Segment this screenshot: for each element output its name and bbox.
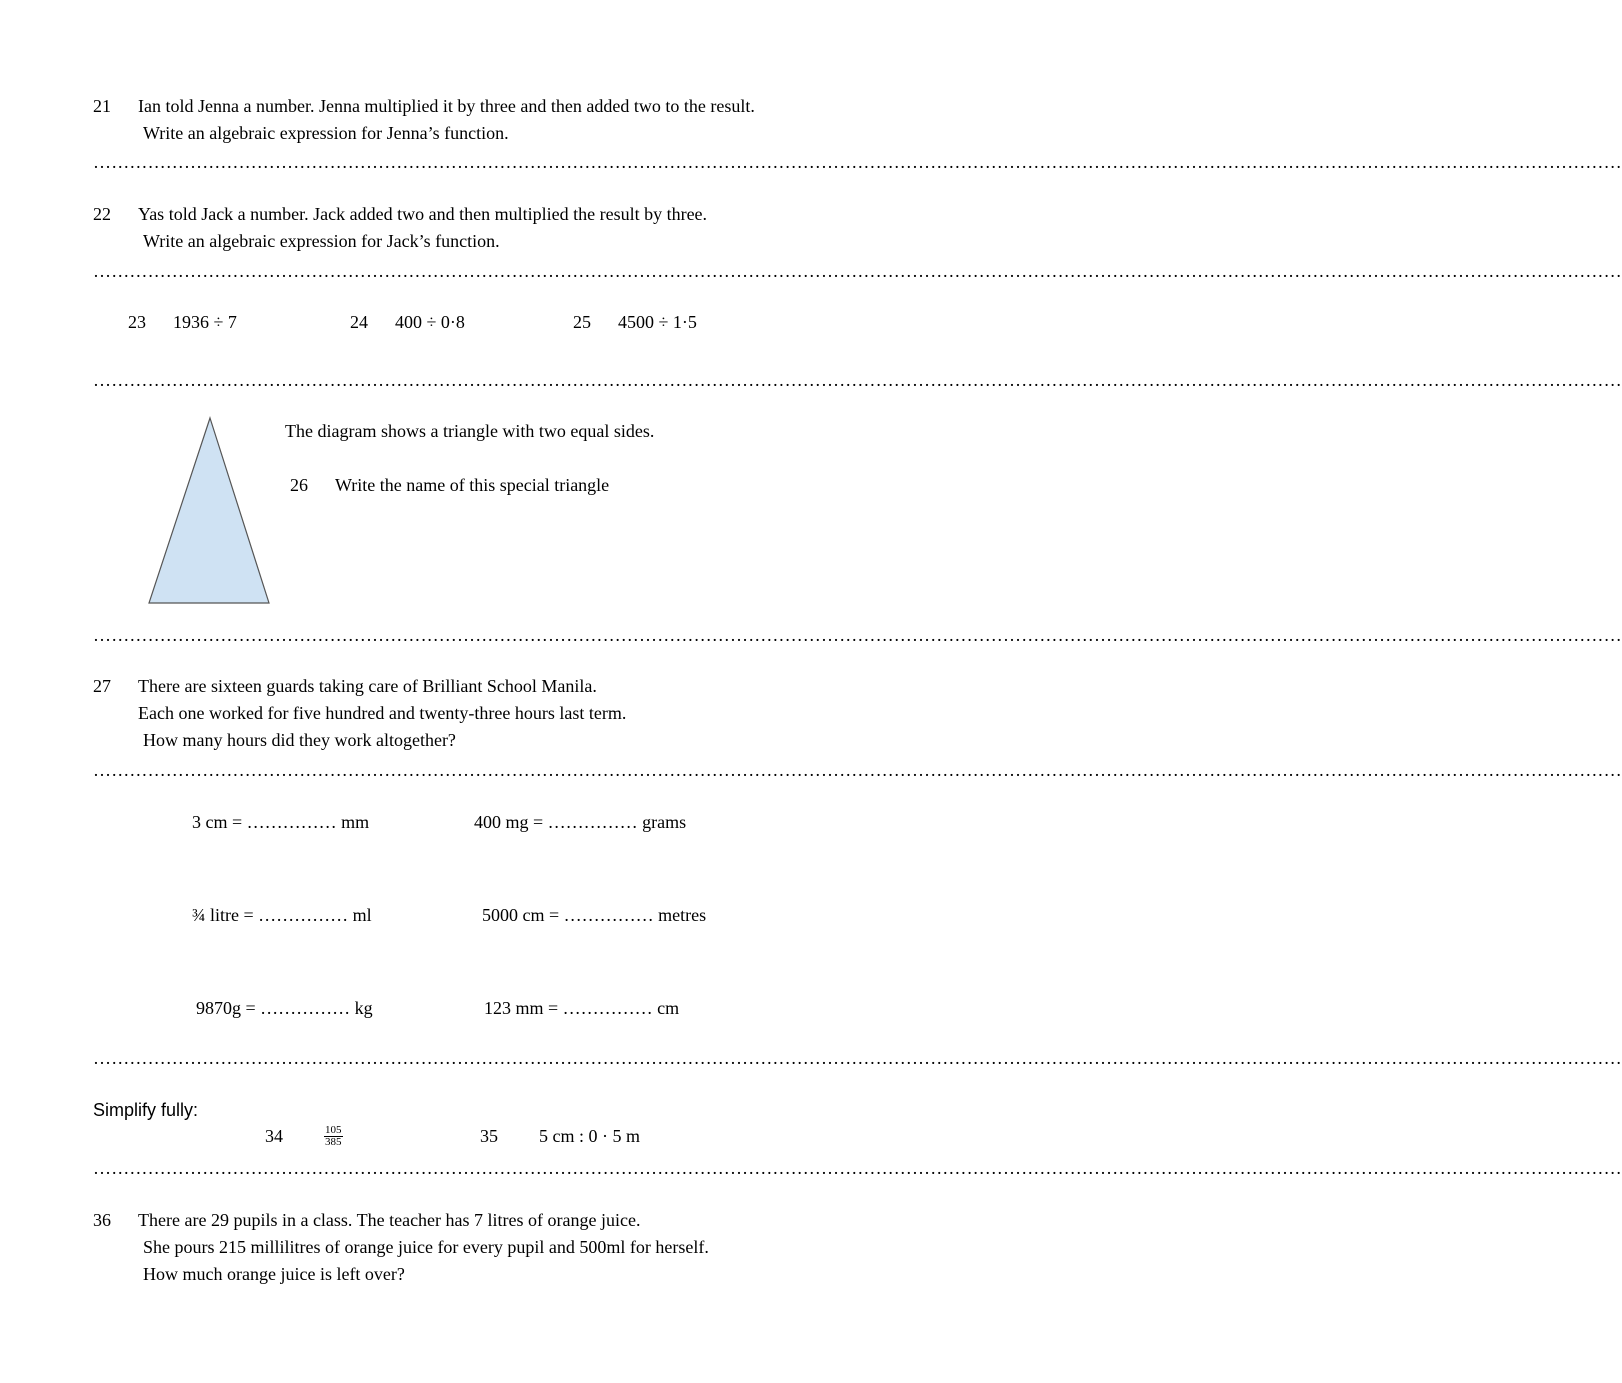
q22-line2: Write an algebraic expression for Jack’s function. [143,231,500,251]
q36-line3: How much orange juice is left over? [143,1264,405,1284]
q27-line3: How many hours did they work altogether? [143,730,456,750]
q22-line1: Yas told Jack a number. Jack added two and then multiplied the result by three. [138,204,708,224]
conversion-cm-to-metres[interactable]: 5000 cm = …………… metres [482,905,707,925]
q27-answer-line[interactable]: ……………………………………………………………………………………………………………………………………………………………………………………………………………………………… [93,760,1622,780]
q26-intro: The diagram shows a triangle with two equal sides. [285,421,655,441]
q21-number: 21 [93,96,111,116]
q34-number: 34 [265,1126,283,1146]
q24-number: 24 [350,312,368,332]
q27-number: 27 [93,676,111,696]
q36-line1: There are 29 pupils in a class. The teacher has 7 litres of orange juice. [138,1210,641,1230]
q26-text: Write the name of this special triangle [335,475,610,495]
q27-line2: Each one worked for five hundred and twenty-three hours last term. [138,703,627,723]
q25-expression: 4500 ÷ 1·5 [618,312,697,332]
triangle-shape [149,418,269,603]
conversion-litre-to-ml[interactable]: ¾ litre = …………… ml [192,905,372,925]
q21-answer-line[interactable]: ……………………………………………………………………………………………………………………………………………………………………………………………………………………………… [93,152,1622,172]
q23-number: 23 [128,312,146,332]
q21-line2: Write an algebraic expression for Jenna’s function. [143,123,509,143]
q21-line1: Ian told Jenna a number. Jenna multiplied it by three and then added two to the result. [138,96,755,116]
q34-denominator: 385 [325,1136,342,1148]
conversions-answer-line[interactable]: ……………………………………………………………………………………………………………………………………………………………………………………………………………………………… [93,1048,1622,1068]
q25-number: 25 [573,312,591,332]
q27-line1: There are sixteen guards taking care of Brilliant School Manila. [138,676,597,696]
conversion-g-to-kg[interactable]: 9870g = …………… kg [196,998,373,1018]
q22-answer-line[interactable]: ……………………………………………………………………………………………………………………………………………………………………………………………………………………………… [93,261,1622,281]
q26-number: 26 [290,475,308,495]
q36-line2: She pours 215 millilitres of orange juice for every pupil and 500ml for herself. [143,1237,709,1257]
conversion-mg-to-grams[interactable]: 400 mg = …………… grams [474,812,687,832]
q26-answer-line[interactable]: ……………………………………………………………………………………………………………………………………………………………………………………………………………………………… [93,625,1622,645]
q23-25-answer-line[interactable]: ……………………………………………………………………………………………………………………………………………………………………………………………………………………………… [93,370,1622,390]
simplify-heading: Simplify fully: [93,1100,199,1120]
q34-numerator: 105 [325,1124,342,1136]
simplify-answer-line[interactable]: ……………………………………………………………………………………………………………………………………………………………………………………………………………………………… [93,1158,1622,1178]
conversion-mm-to-cm[interactable]: 123 mm = …………… cm [484,998,680,1018]
isosceles-triangle-diagram [144,413,274,609]
q35-number: 35 [480,1126,498,1146]
q23-expression: 1936 ÷ 7 [173,312,237,332]
q35-expression: 5 cm : 0 · 5 m [539,1126,640,1146]
q34-fraction [324,1125,343,1148]
q36-number: 36 [93,1210,111,1230]
conversion-cm-to-mm[interactable]: 3 cm = …………… mm [192,812,370,832]
q22-number: 22 [93,204,111,224]
q24-expression: 400 ÷ 0·8 [395,312,465,332]
